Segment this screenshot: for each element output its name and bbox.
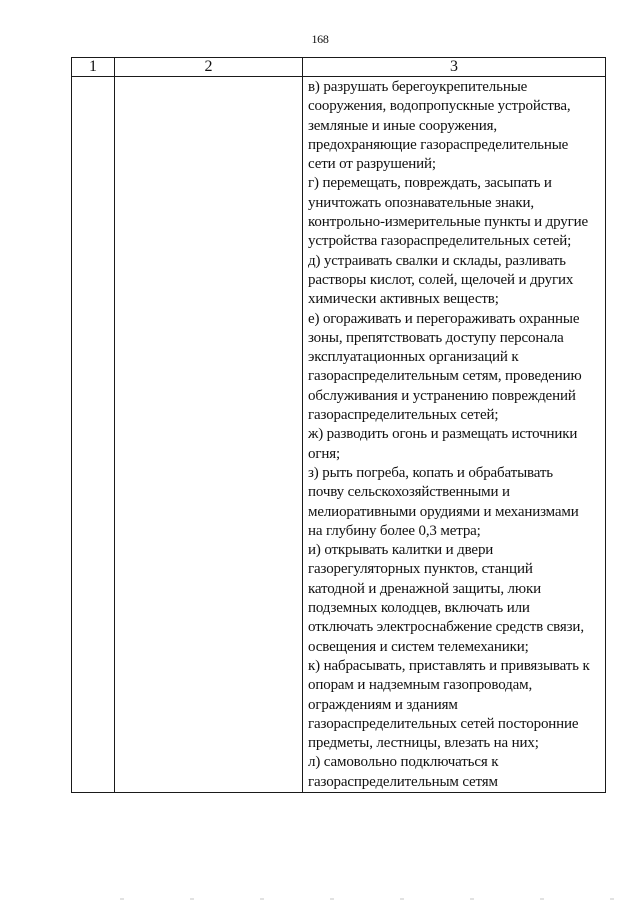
text-line: газораспределительным сетям, проведению (308, 368, 582, 385)
text-line: газораспределительных сетей посторонние (308, 715, 579, 732)
text-line: обслуживания и устранению повреждений (308, 387, 576, 404)
text-line: освещения и систем телемеханики; (308, 638, 529, 655)
page-number: 168 (311, 32, 329, 46)
column-header-3: 3 (303, 58, 606, 77)
text-line: огня; (308, 445, 340, 462)
text-line: химически активных веществ; (308, 291, 499, 308)
text-line: почву сельскохозяйственными и (308, 484, 510, 501)
text-line: е) огораживать и перегораживать охранные (308, 310, 580, 327)
text-line: ограждениям и зданиям (308, 696, 458, 713)
cell-col3 (303, 77, 606, 793)
text-line: катодной и дренажной защиты, люки (308, 580, 541, 597)
text-line: к) набрасывать, приставлять и привязывать к (308, 657, 590, 674)
text-line: сети от разрушений; (308, 156, 436, 173)
text-line: в) разрушать берегоукрепительные (308, 79, 528, 95)
text-line: опорам и надземным газопроводам, (308, 677, 533, 694)
cell-col1 (72, 77, 115, 793)
text-line: зоны, препятствовать доступу персонала (308, 329, 564, 346)
column-header-1: 1 (72, 58, 115, 77)
text-line: мелиоративными орудиями и механизмами (308, 503, 579, 520)
text-line: на глубину более 0,3 метра; (308, 522, 481, 539)
text-line: л) самовольно подключаться к (308, 754, 499, 771)
text-line: устройства газораспределительных сетей; (308, 233, 572, 250)
text-line: д) устраивать свалки и склады, разливать (308, 252, 566, 269)
text-line: предметы, лестницы, влезать на них; (308, 735, 539, 752)
column-header-2: 2 (115, 58, 303, 77)
text-line: растворы кислот, солей, щелочей и других (308, 271, 574, 288)
text-line: сооружения, водопропускные устройства, (308, 98, 571, 115)
text-line: земляные и иные сооружения, (308, 117, 498, 134)
text-line: подземных колодцев, включать или (308, 600, 530, 617)
text-line: и) открывать калитки и двери (308, 542, 494, 559)
text-line: газораспределительных сетей; (308, 407, 499, 424)
table-header-row (72, 58, 606, 77)
text-line: г) перемещать, повреждать, засыпать и (308, 175, 552, 192)
text-line: отключать электроснабжение средств связи, (308, 619, 584, 636)
text-line: предохраняющие газораспределительные (308, 136, 569, 153)
cell-col2 (115, 77, 303, 793)
text-line: газораспределительным сетям (308, 773, 498, 790)
document-table (71, 57, 606, 793)
prohibitions-list (303, 77, 605, 792)
scan-artifact (80, 898, 640, 900)
text-line: з) рыть погреба, копать и обрабатывать (308, 464, 553, 481)
text-line: ж) разводить огонь и размещать источники (308, 426, 578, 443)
text-line: эксплуатационных организаций к (308, 349, 519, 366)
text-line: газорегуляторных пунктов, станций (308, 561, 533, 578)
text-line: уничтожать опознавательные знаки, (308, 194, 534, 211)
table-row (72, 77, 606, 793)
text-line: контрольно-измерительные пункты и другие (308, 214, 588, 231)
